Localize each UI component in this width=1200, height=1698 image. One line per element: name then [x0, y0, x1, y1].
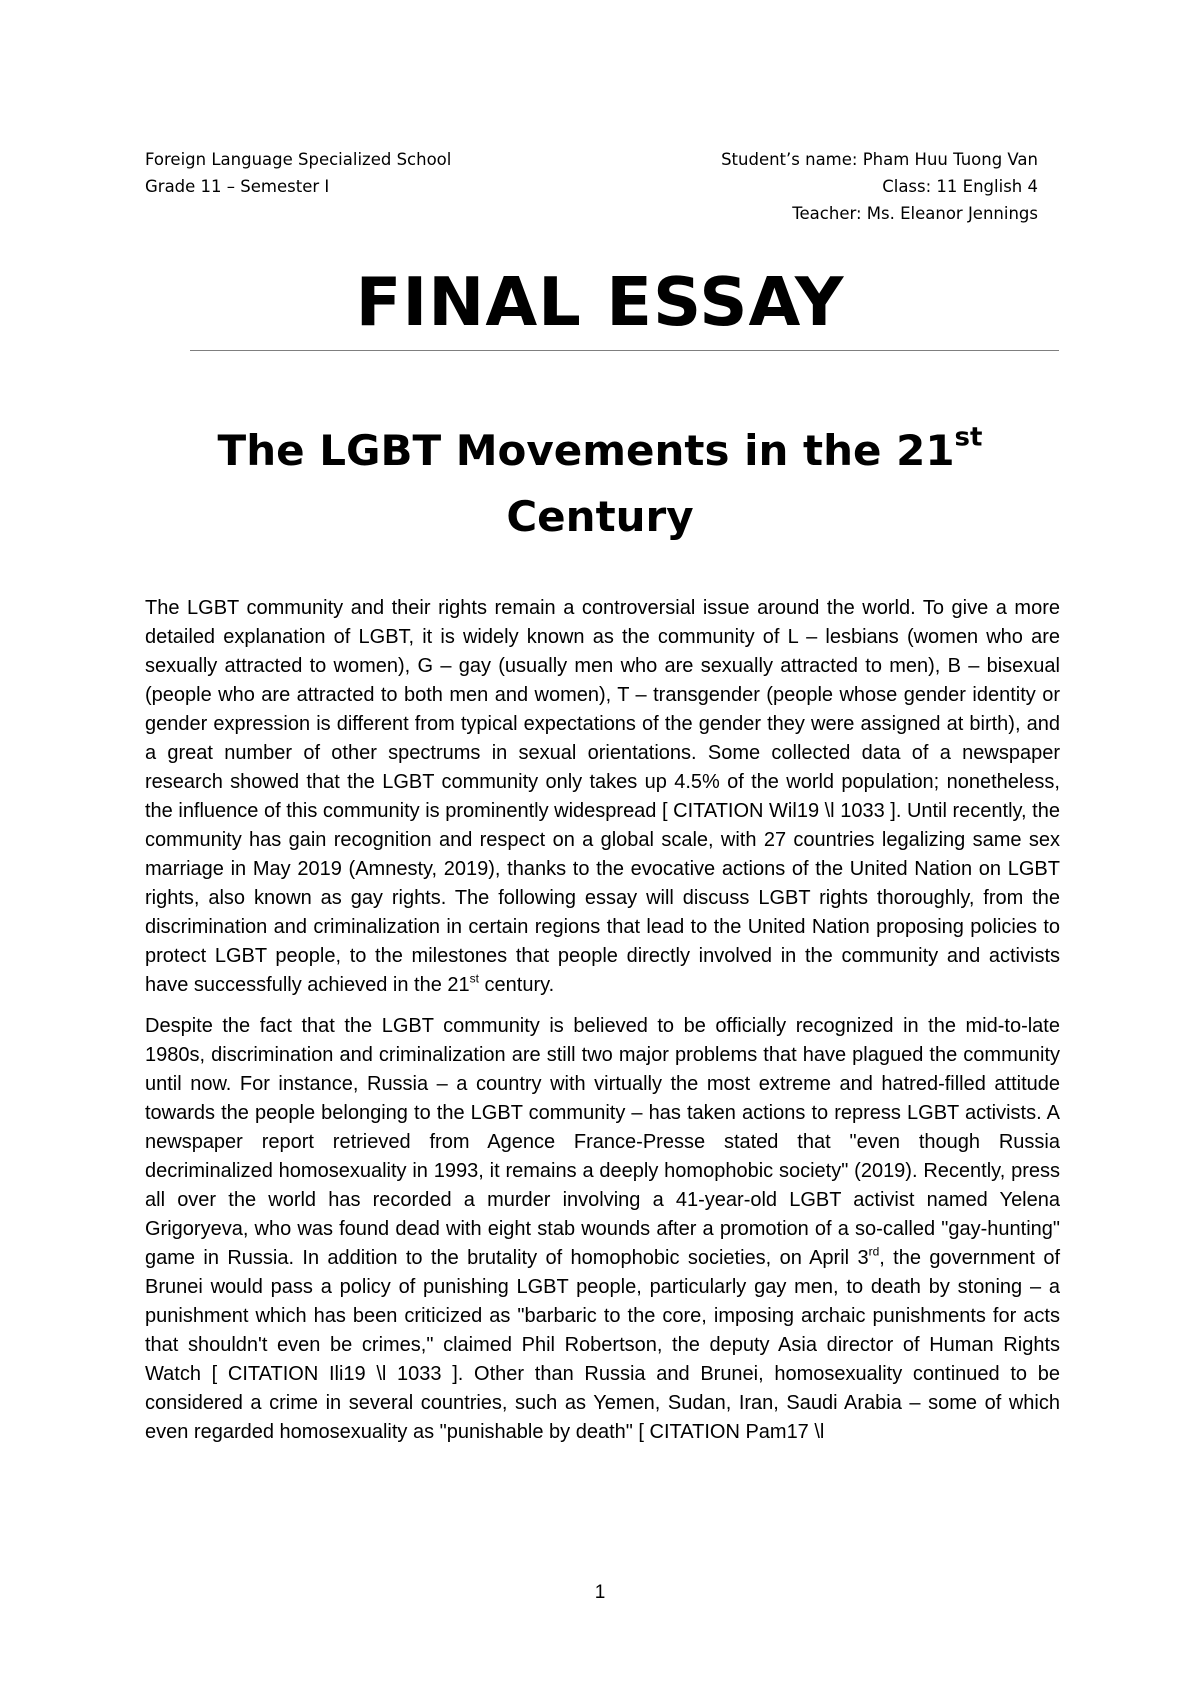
paragraph-intro-tail: century. — [478, 974, 555, 996]
essay-title — [100, 418, 1100, 550]
paragraph-discrimination-tail: , the government of Brunei would pass a policy of punishing LGBT people, particularly gay men, to death by stoning – a punishment which has been criticized as "barbaric to the core, imposing archaic punishments for acts that shouldn't even be crimes," claimed Phil Robertson, the deputy Asia director of Human Rights Watch [ CITATION Ili19 \l 1033 ]. Other than Russia and Brunei, homosexuality continued to be considered a crime in several countries, such as Yemen, Sudan, Iran, Saudi Arabia – some of which even regarded homosexuality as "punishable by death" [ CITATION Pam17 \l — [145, 1247, 1060, 1443]
essay-title-text: The LGBT Movements in the 21 — [217, 426, 955, 475]
title-divider — [190, 350, 1059, 351]
page-number: 1 — [594, 1582, 606, 1603]
essay-title-line-1 — [100, 418, 1100, 484]
paragraph-discrimination-superscript: rd — [868, 1244, 880, 1259]
paragraph-discrimination-text: Despite the fact that the LGBT community is believed to be officially recognized in the mid-to-late 1980s, discrimination and criminalization are still two major problems that have plagued the community until now. For instance, Russia – a country with virtually the most extreme and hatred-filled attitude towards the people belonging to the LGBT community – has taken actions to repress LGBT activists. A newspaper report retrieved from Agence France-Presse stated that "even though Russia decriminalized homosexuality in 1993, it remains a deeply homophobic society" (2019). Recently, press all over the world has recorded a murder involving a 41-year-old LGBT activist named Yelena Grigoryeva, who was found dead with eight stab wounds after a promotion of a so-called "gay-hunting" game in Russia. In addition to the brutality of homophobic societies, on April 3 — [145, 1015, 1060, 1269]
grade-semester: Grade 11 – Semester I — [145, 177, 330, 196]
student-name: Student’s name: Pham Huu Tuong Van — [721, 150, 1038, 169]
essay-body — [145, 594, 1060, 1459]
paragraph-intro — [145, 594, 1060, 1000]
header-right-block — [721, 146, 1038, 227]
document-title: FINAL ESSAY — [355, 263, 845, 341]
teacher-name: Teacher: Ms. Eleanor Jennings — [792, 204, 1038, 223]
header-left-block — [145, 146, 451, 200]
paragraph-intro-text: The LGBT community and their rights remain a controversial issue around the world. To give a more detailed explanation of LGBT, it is widely known as the community of L – lesbians (women who are sexually attracted to women), G – gay (usually men who are sexually attracted to men), B – bisexual (people who are attracted to both men and women), T – transgender (people whose gender identity or gender expression is different from typical expectations of the gender they were assigned at birth), and a great number of other spectrums in sexual orientations. Some collected data of a newspaper research showed that the LGBT community only takes up 4.5% of the world population; nonetheless, the influence of this community is prominently widespread [ CITATION Wil19 \l 1033 ]. Until recently, the community has gain recognition and respect on a global scale, with 27 countries legalizing same sex marriage in May 2019 (Amnesty, 2019), thanks to the evocative actions of the United Nation on LGBT rights, also known as gay rights. The following essay will discuss LGBT rights thoroughly, from the discrimination and criminalization in certain regions that lead to the United Nation proposing policies to protect LGBT people, to the milestones that people directly involved in the community and activists have successfully achieved in the 21 — [145, 597, 1060, 996]
essay-title-line-2: Century — [506, 492, 694, 541]
school-name: Foreign Language Specialized School — [145, 150, 452, 169]
paragraph-discrimination — [145, 1012, 1060, 1447]
class-name: Class: 11 English 4 — [882, 177, 1038, 196]
paragraph-intro-superscript: st — [469, 971, 479, 986]
essay-title-superscript: st — [954, 422, 983, 453]
